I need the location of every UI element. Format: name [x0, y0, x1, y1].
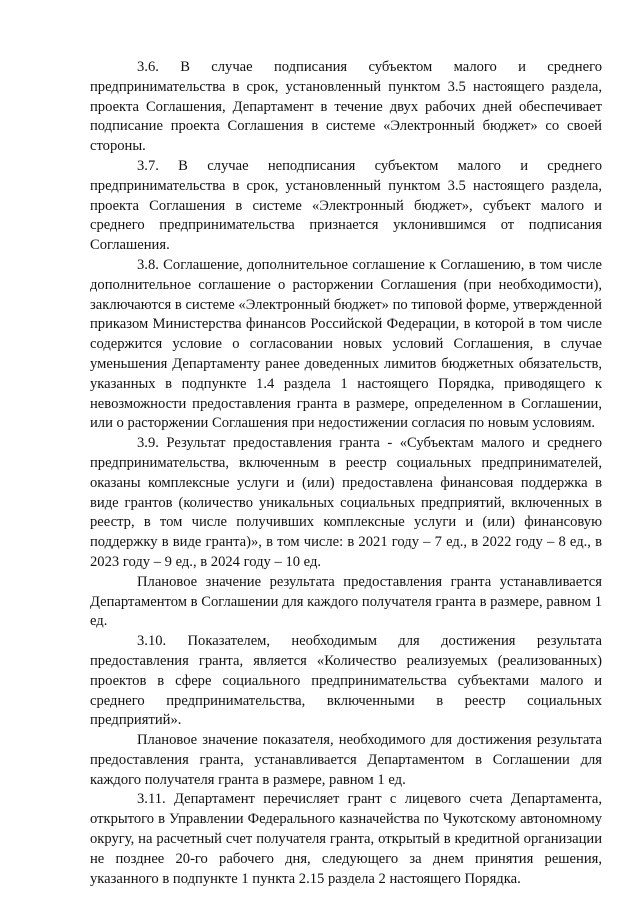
paragraph-3-9-planned-value: Плановое значение результата предоставления гранта устанавливается Департаментом в Соглашении для каждого получателя гранта в размере, равном 1 ед.: [90, 573, 602, 630]
document-body: [90, 58, 602, 889]
paragraph-3-11: 3.11. Департамент перечисляет грант с лицевого счета Департамента, открытого в Управлении Федерального казначейства по Чукотскому автономному округу, на расчетный счет получателя гранта, открытый в кредитной организации не позднее 20-го рабочего дня, следующего за днем принятия решения, указанного в подпункте 1 пункта 2.15 раздела 2 настоящего Порядка.: [90, 791, 602, 887]
paragraph-3-7: 3.7. В случае неподписания субъектом малого и среднего предпринимательства в срок, установленный пунктом 3.5 настоящего раздела, проекта Соглашения в системе «Электронный бюджет», субъект малого и среднего предпринимательства признается уклонившимся от подписания Соглашения.: [90, 157, 602, 254]
paragraph-3-10: 3.10. Показателем, необходимым для достижения результата предоставления гранта, является «Количество реализуемых (реализованных) проектов в сфере социального предпринимательства субъектами малого и среднего предпринимательства, включенными в реестр социальных предприятий».: [90, 633, 602, 729]
paragraph-3-9: 3.9. Результат предоставления гранта - «Субъектам малого и среднего предпринимательства, включенным в реестр социальных предпринимателей, оказаны комплексные услуги и (или) предоставлена финансовая поддержка в виде грантов (количество уникальных социальных предприятий, включенных в реестр, в том числе получивших комплексные услуги и (или) финансовую поддержку в виде гранта)», в том числе: в 2021 году – 7 ед., в 2022 году – 8 ед., в 2023 году – 9 ед., в 2024 году – 10 ед.: [90, 435, 602, 570]
paragraph-3-10-planned-value: Плановое значение показателя, необходимого для достижения результата предоставления гранта, устанавливается Департаментом в Соглашении для каждого получателя гранта в размере, равном 1 ед.: [90, 732, 602, 788]
paragraph-3-8: 3.8. Соглашение, дополнительное соглашение к Соглашению, в том числе дополнительное соглашение о расторжении Соглашения (при необходимости), заключаются в системе «Электронный бюджет» по типовой форме, утвержденной приказом Министерства финансов Российской Федерации, в которой в том числе содержится условие о согласовании новых условий Соглашения, в случае уменьшения Департаменту ранее доведенных лимитов бюджетных обязательств, указанных в подпункте 1.4 раздела 1 настоящего Порядка, приводящего к невозможности предоставления гранта в размере, определенном в Соглашении, или о расторжении Соглашения при недостижении согласия по новым условиям.: [90, 256, 602, 432]
paragraph-3-6: 3.6. В случае подписания субъектом малого и среднего предпринимательства в срок, установленный пунктом 3.5 настоящего раздела, проекта Соглашения, Департамент в течение двух рабочих дней обеспечивает подписание проекта Соглашения в системе «Электронный бюджет» со своей стороны.: [90, 59, 602, 155]
